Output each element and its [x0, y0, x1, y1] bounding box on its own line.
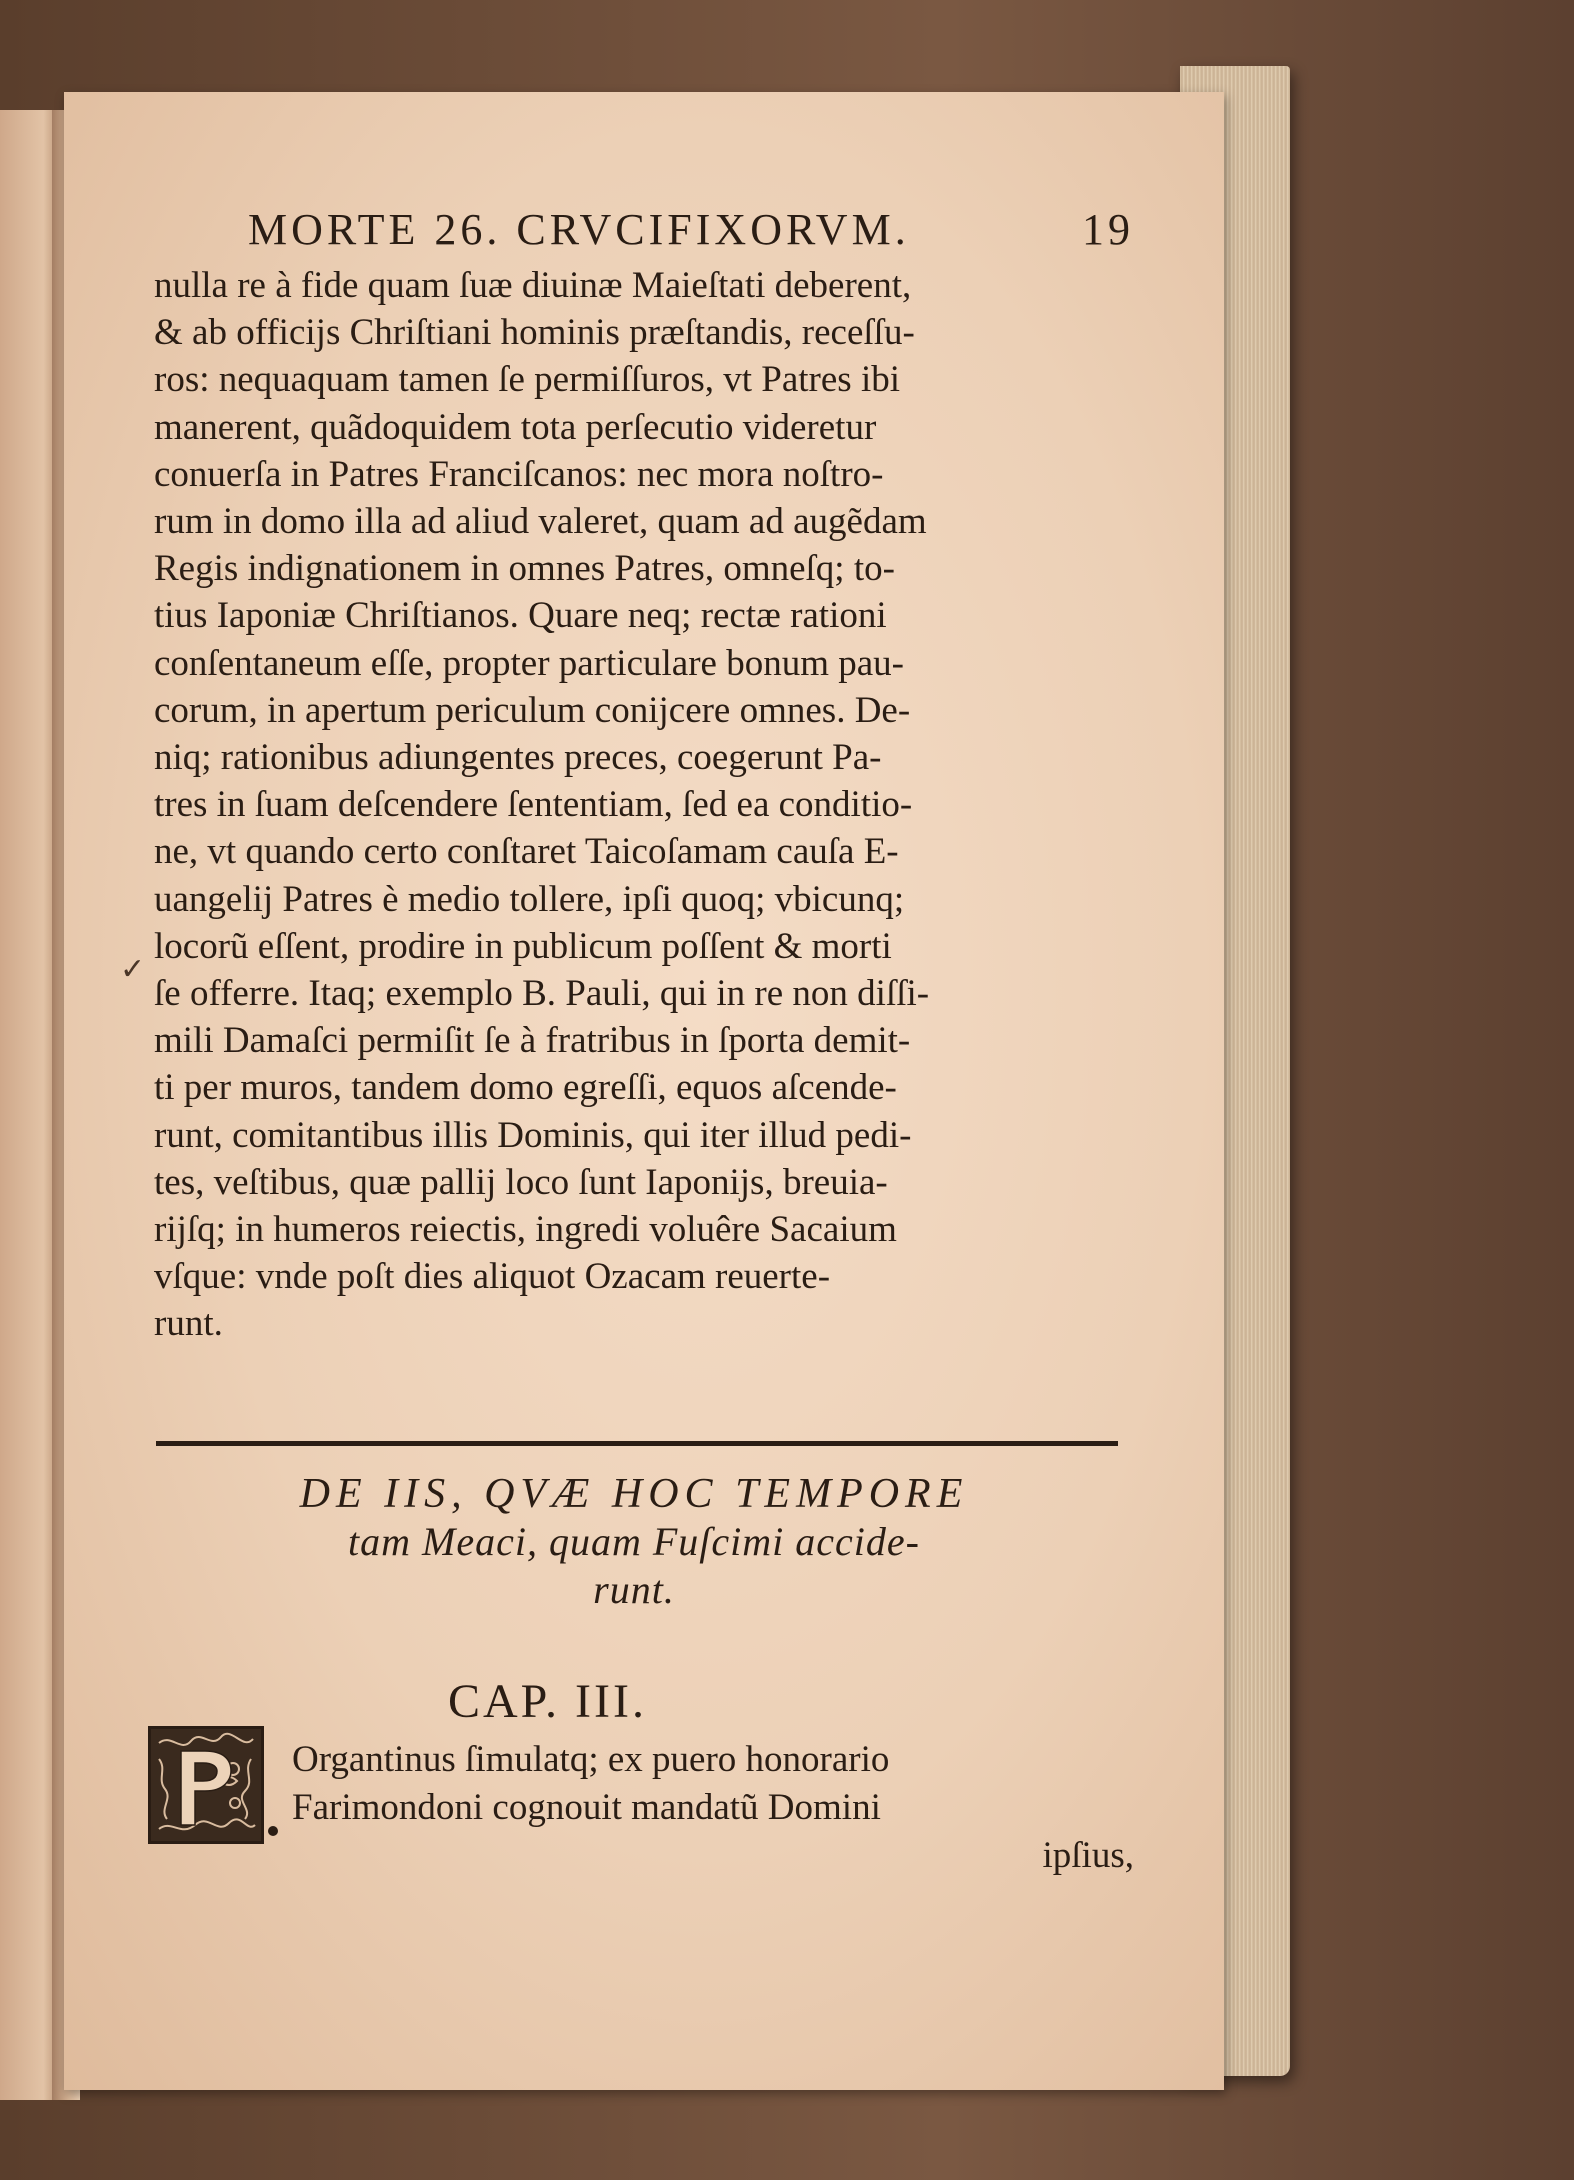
margin-annotation: ✓ — [120, 953, 146, 986]
text-line: tres in ſuam deſcendere ſententiam, ſed ea conditio- — [154, 784, 913, 826]
text-line: runt, comitantibus illis Dominis, qui iter illud pedi- — [154, 1114, 912, 1156]
book-page — [64, 92, 1224, 2090]
text-line: tius Iaponiæ Chriſtianos. Quare neq; rectæ rationi — [154, 595, 887, 637]
text-line: conuerſa in Patres Franciſcanos: nec mora noſtro- — [154, 453, 884, 495]
text-line: corum, in apertum periculum conijcere omnes. De- — [154, 689, 911, 731]
text-line: ne, vt quando certo conſtaret Taicoſamam cauſa E- — [154, 831, 899, 873]
chapter-heading-line-3: runt. — [593, 1567, 675, 1612]
chapter-number: CAP. III. — [448, 1675, 648, 1728]
text-line: tes, veſtibus, quæ pallij loco ſunt Iaponijs, breuia- — [154, 1161, 888, 1203]
chapter-heading-line-2: tam Meaci, quam Fuſcimi accide- — [348, 1519, 920, 1564]
body-text — [154, 262, 1134, 1348]
catchword: ipſius, — [1042, 1835, 1134, 1876]
text-line: locorũ eſſent, prodire in publicum poſſent & morti — [154, 925, 892, 967]
running-title: MORTE 26. CRVCIFIXORVM. — [248, 205, 910, 254]
initial-dot — [268, 1826, 278, 1836]
text-line: conſentaneum eſſe, propter particulare bonum pau- — [154, 642, 904, 684]
page-number: 19 — [1082, 205, 1134, 254]
text-line: & ab officijs Chriſtiani hominis præſtandis, receſſu- — [154, 312, 915, 354]
ornament-p-icon — [151, 1729, 261, 1841]
text-line: ros: nequaquam tamen ſe permiſſuros, vt Patres ibi — [154, 359, 900, 401]
text-line: Organtinus ſimulatq; ex puero honorario — [292, 1739, 890, 1780]
chapter-heading — [184, 1470, 1084, 1614]
text-line: ſe offerre. Itaq; exemplo B. Pauli, qui in re non diſſi- — [154, 973, 930, 1015]
text-line: runt. — [154, 1303, 223, 1345]
decorated-initial — [148, 1726, 264, 1844]
chapter-heading-line-1: DE IIS, QVÆ HOC TEMPORE — [299, 1471, 969, 1517]
text-line: uangelij Patres è medio tollere, ipſi quoq; vbicunq; — [154, 878, 905, 920]
text-line: rum in domo illa ad aliud valeret, quam ad augẽdam — [154, 501, 927, 543]
text-line: Regis indignationem in omnes Patres, omneſq; to- — [154, 548, 895, 590]
text-line: niq; rationibus adiungentes preces, coegerunt Pa- — [154, 737, 882, 779]
text-line: mili Damaſci permiſit ſe à fratribus in ſporta demit- — [154, 1020, 911, 1062]
section-divider — [156, 1441, 1118, 1446]
text-line: nulla re à fide quam ſuæ diuinæ Maieſtati deberent, — [154, 265, 912, 306]
text-line: ti per muros, tandem domo egreſſi, equos aſcende- — [154, 1067, 897, 1109]
text-line: Farimondoni cognouit mandatũ Domini — [292, 1787, 881, 1828]
text-line: rijſq; in humeros reiectis, ingredi voluêre Sacaium — [154, 1209, 897, 1251]
text-line: vſque: vnde poſt dies aliquot Ozacam reuerte- — [154, 1256, 831, 1298]
text-line: manerent, quãdoquidem tota perſecutio videretur — [154, 406, 877, 448]
running-header — [248, 204, 1134, 255]
chapter-text — [292, 1736, 1134, 1880]
